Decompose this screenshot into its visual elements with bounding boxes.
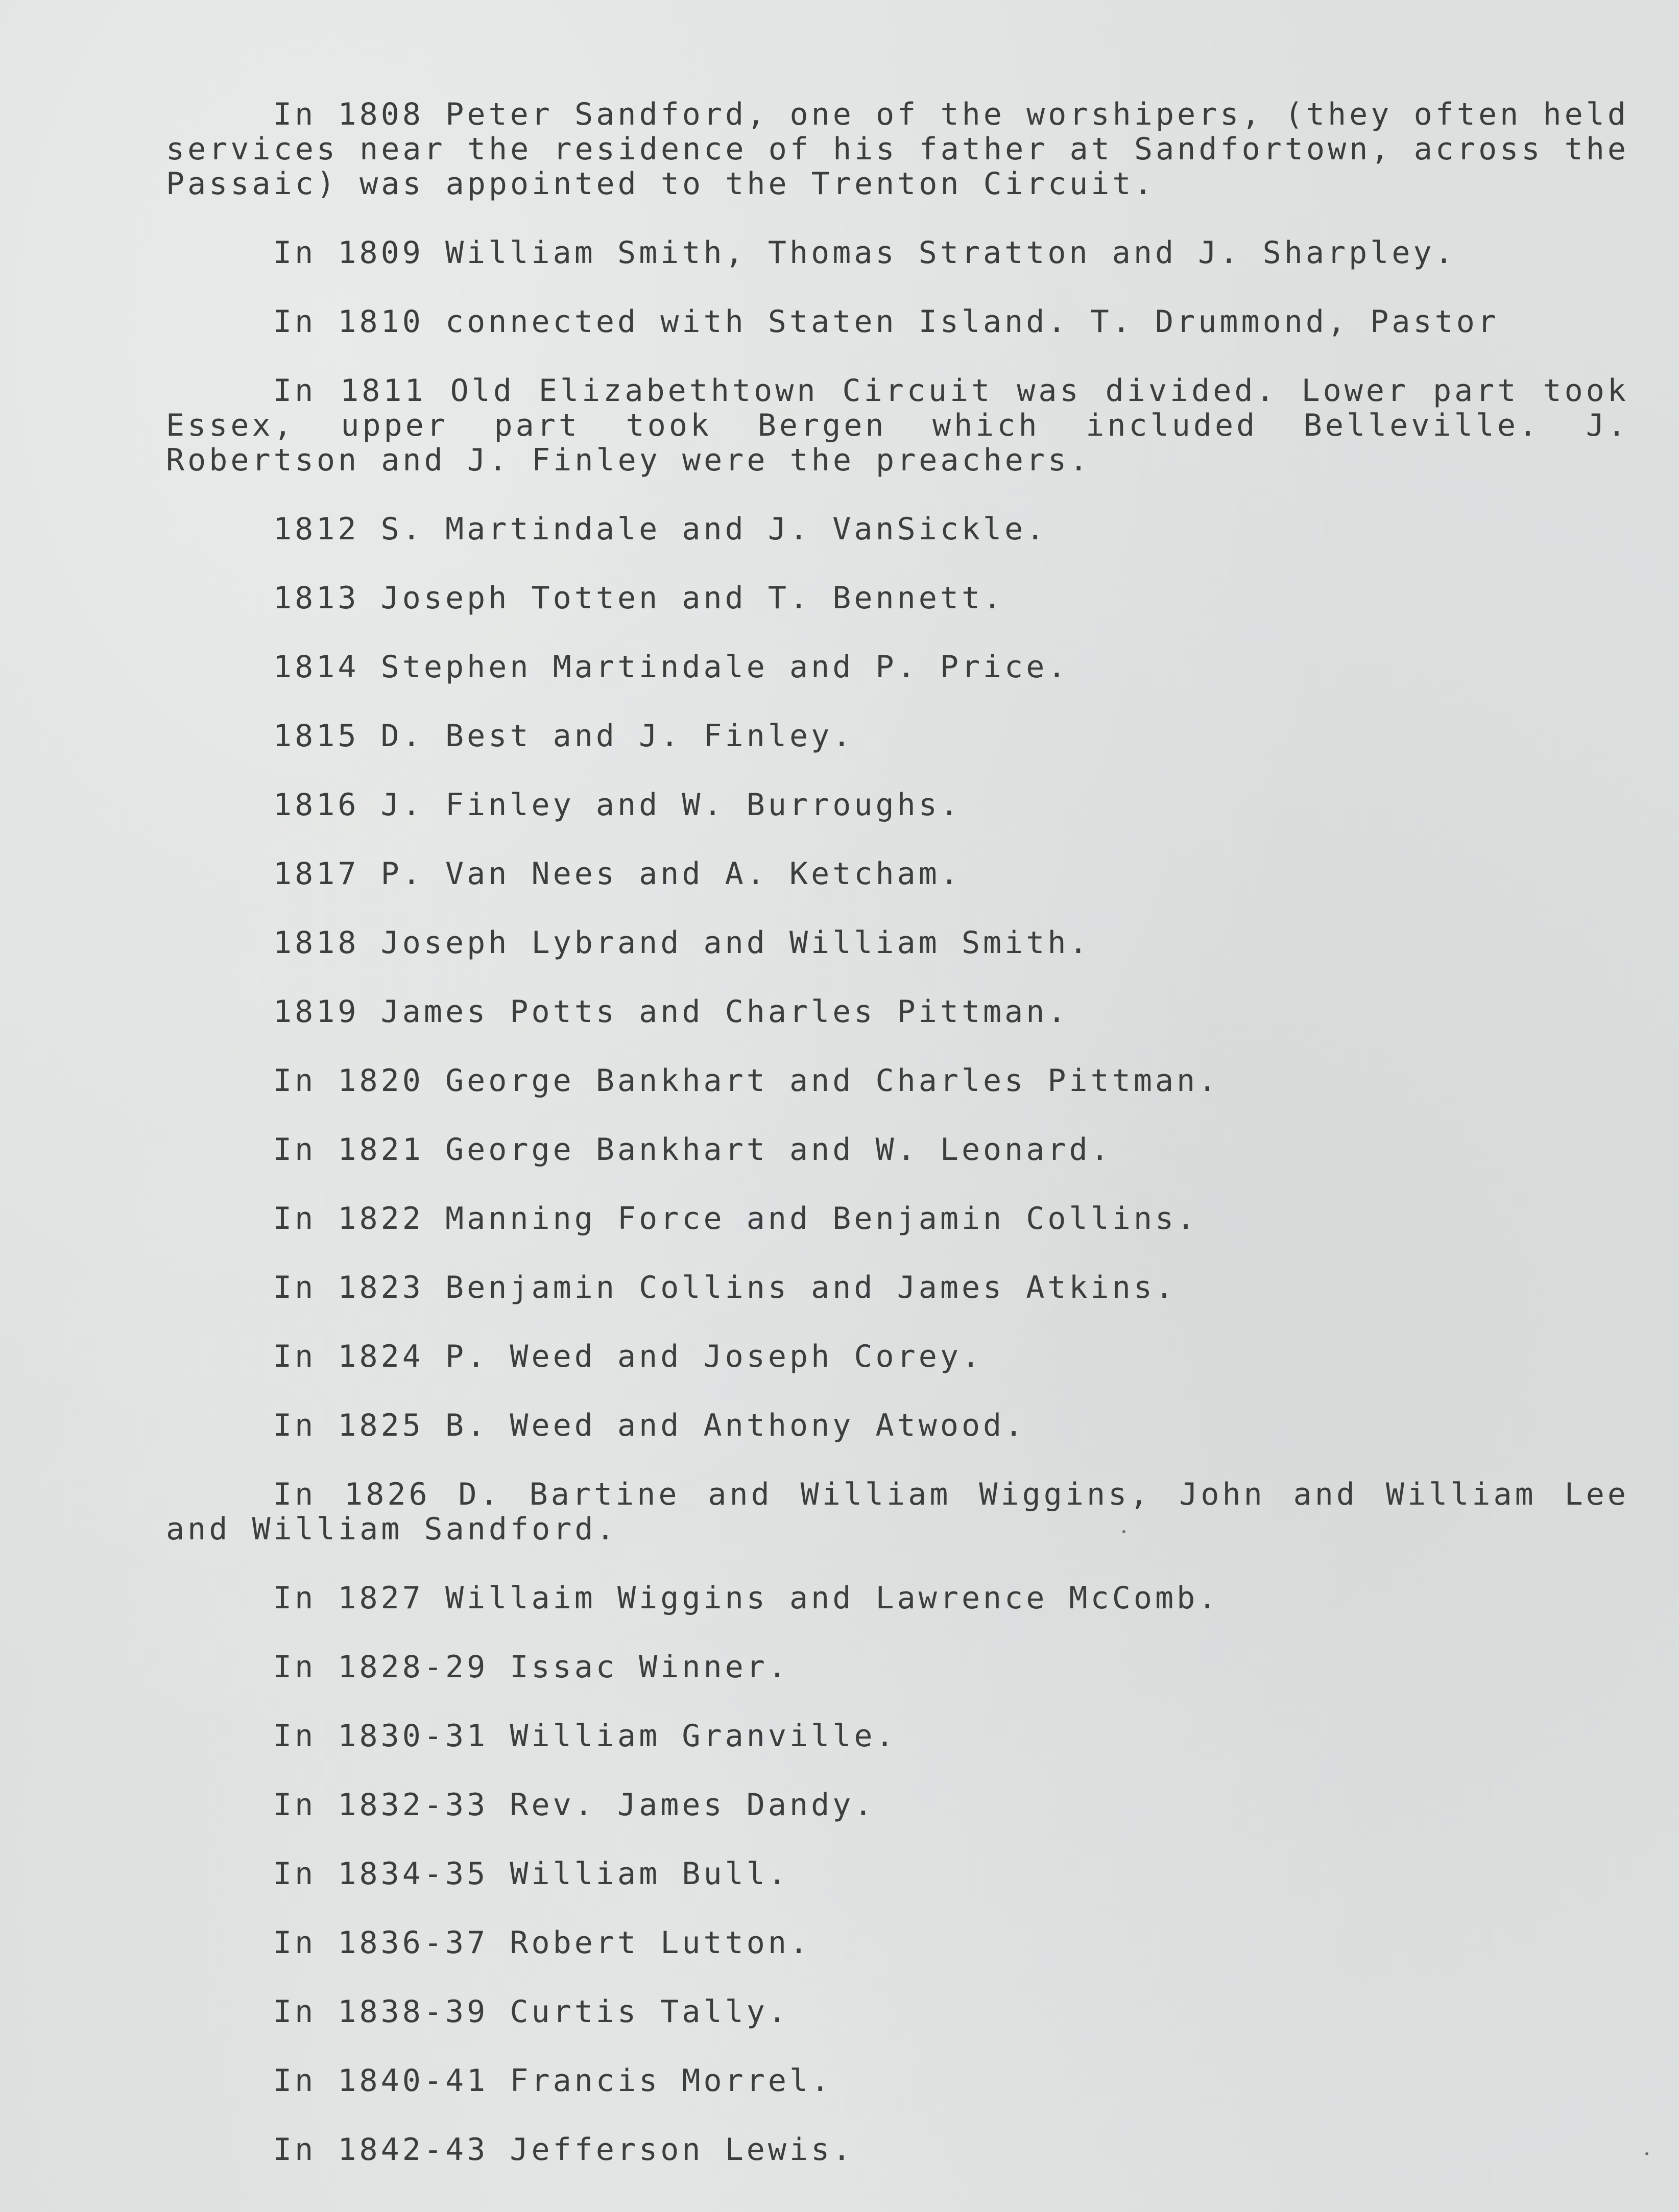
entry-1828-29: In 1828-29 Issac Winner. bbox=[273, 1649, 789, 1685]
paragraph-1811: In 1811 Old Elizabethtown Circuit was divided. Lower part took Essex, upper part took Bergen which included Belleville. J. Robertson and J. Finley were the preachers. bbox=[166, 373, 1629, 478]
entry-1836-37: In 1836-37 Robert Lutton. bbox=[273, 1925, 811, 1961]
entry-1827: In 1827 Willaim Wiggins and Lawrence McComb. bbox=[273, 1580, 1220, 1616]
entry-1812: 1812 S. Martindale and J. VanSickle. bbox=[273, 511, 1048, 547]
paragraph-1826: In 1826 D. Bartine and William Wiggins, John and William Lee and William Sandford. bbox=[166, 1477, 1629, 1547]
paragraph-1808: In 1808 Peter Sandford, one of the worshipers, (they often held services near the residence of his father at Sandfortown, across the Passaic) was appointed to the Trenton Circuit. bbox=[166, 97, 1629, 202]
entry-1809: In 1809 William Smith, Thomas Stratton and J. Sharpley. bbox=[273, 235, 1456, 271]
entry-1814: 1814 Stephen Martindale and P. Price. bbox=[273, 649, 1069, 685]
entry-1822: In 1822 Manning Force and Benjamin Collins. bbox=[273, 1201, 1198, 1236]
entry-1815: 1815 D. Best and J. Finley. bbox=[273, 718, 854, 754]
entry-1824: In 1824 P. Weed and Joseph Corey. bbox=[273, 1339, 984, 1374]
entry-1832-33: In 1832-33 Rev. James Dandy. bbox=[273, 1787, 876, 1823]
entry-1817: 1817 P. Van Nees and A. Ketcham. bbox=[273, 856, 962, 892]
paper-speck bbox=[1645, 2152, 1648, 2155]
entry-1813: 1813 Joseph Totten and T. Bennett. bbox=[273, 580, 1005, 616]
entry-1838-39: In 1838-39 Curtis Tally. bbox=[273, 1994, 789, 2030]
entry-1816: 1816 J. Finley and W. Burroughs. bbox=[273, 787, 962, 823]
entry-1825: In 1825 B. Weed and Anthony Atwood. bbox=[273, 1408, 1026, 1443]
entry-1823: In 1823 Benjamin Collins and James Atkins. bbox=[273, 1270, 1177, 1305]
entry-1842-43: In 1842-43 Jefferson Lewis. bbox=[273, 2132, 854, 2168]
entry-1840-41: In 1840-41 Francis Morrel. bbox=[273, 2063, 833, 2099]
paper-speck bbox=[1122, 1530, 1125, 1533]
entry-1818: 1818 Joseph Lybrand and William Smith. bbox=[273, 925, 1091, 961]
entry-1819: 1819 James Potts and Charles Pittman. bbox=[273, 994, 1069, 1030]
document-body bbox=[166, 97, 1629, 2201]
entry-1830-31: In 1830-31 William Granville. bbox=[273, 1718, 897, 1754]
entry-1820: In 1820 George Bankhart and Charles Pittman. bbox=[273, 1063, 1220, 1099]
entry-1834-35: In 1834-35 William Bull. bbox=[273, 1856, 789, 1892]
entry-1821: In 1821 George Bankhart and W. Leonard. bbox=[273, 1132, 1112, 1168]
entry-1810: In 1810 connected with Staten Island. T. Drummond, Pastor bbox=[273, 304, 1500, 340]
